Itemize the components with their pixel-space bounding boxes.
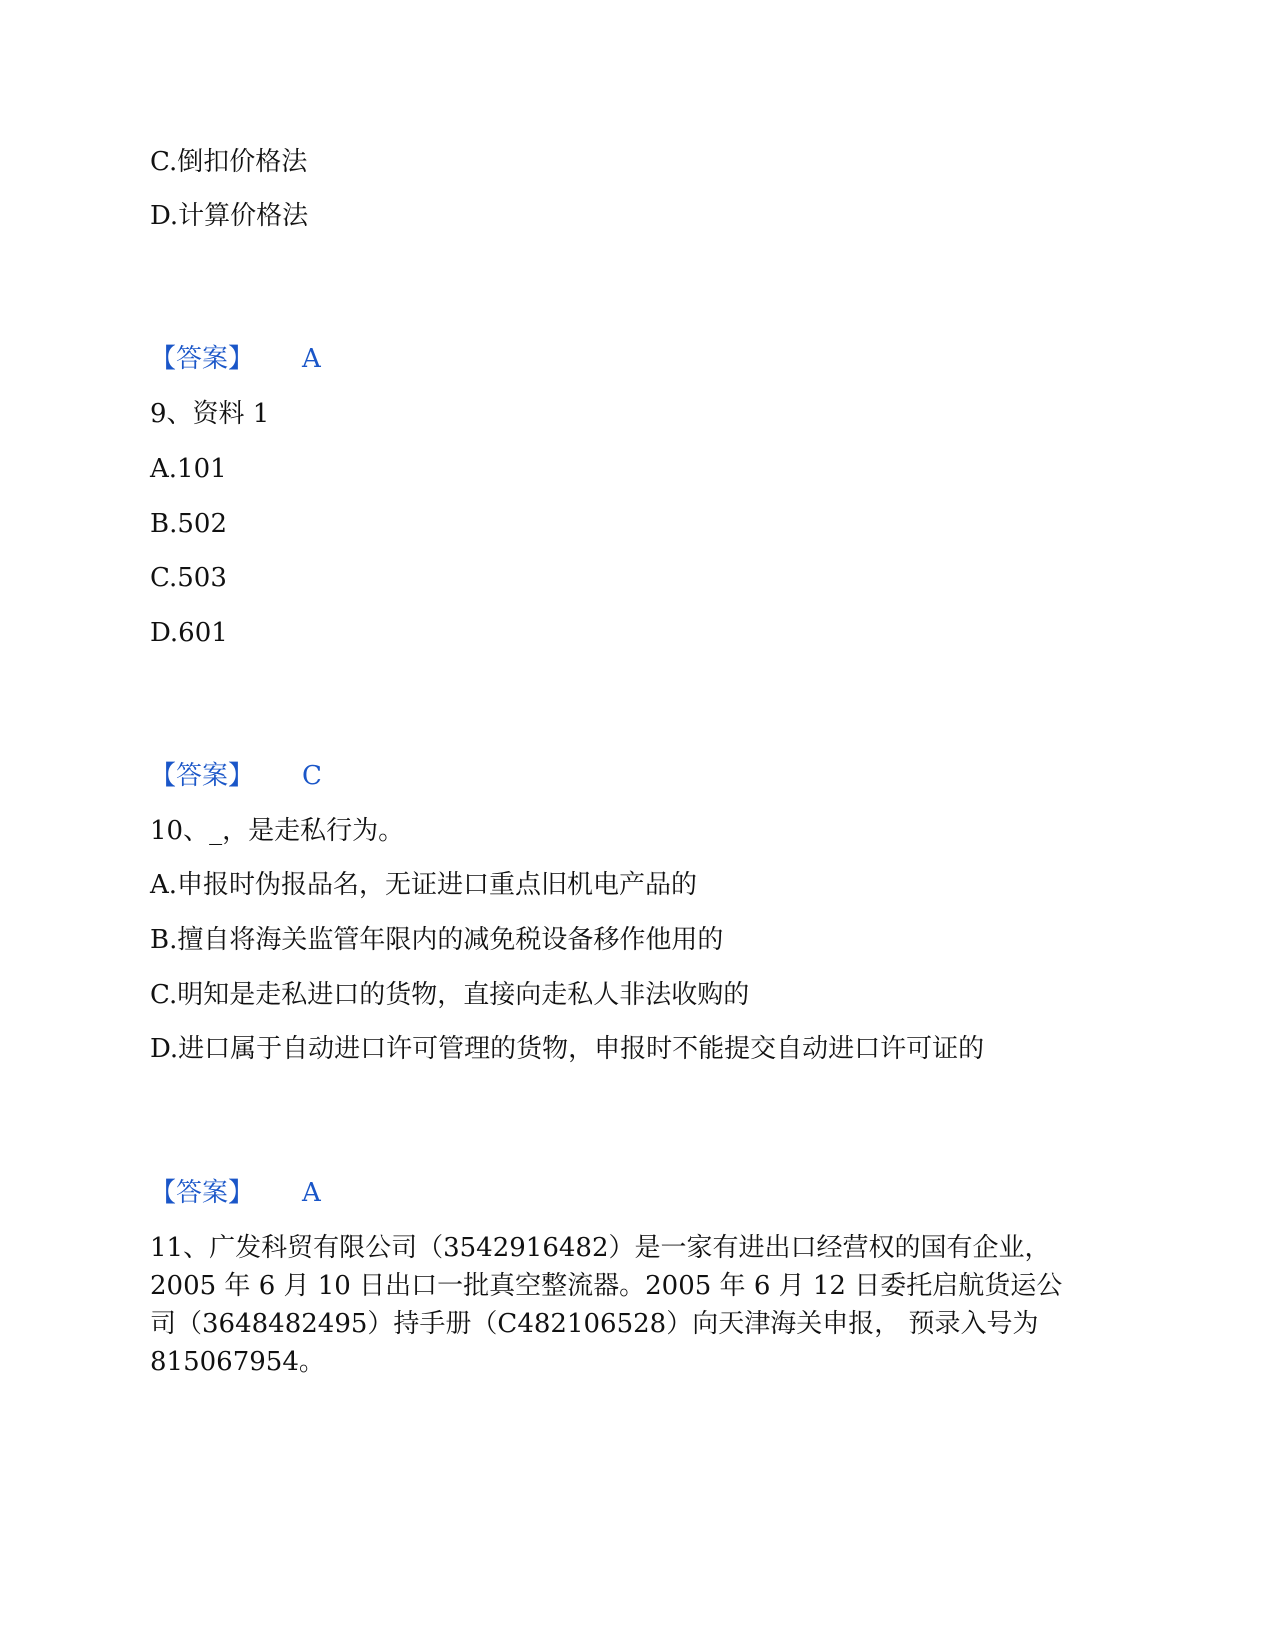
answer-row xyxy=(150,761,322,791)
answer-value: C xyxy=(302,761,322,791)
option-c: C.倒扣价格法 xyxy=(150,147,308,177)
question-11 xyxy=(150,1229,1110,1381)
answer-label: 【答案】 xyxy=(150,761,255,791)
option-a: A.申报时伪报品名，无证进口重点旧机电产品的 xyxy=(150,870,698,900)
option-b: B.擅自将海关监管年限内的减免税设备移作他用的 xyxy=(150,925,724,955)
option-d: D.计算价格法 xyxy=(150,201,309,231)
answer-label: 【答案】 xyxy=(150,1178,255,1208)
option-b: B.502 xyxy=(150,509,227,539)
option-c: C.503 xyxy=(150,563,227,593)
paragraph-line: 815067954。 xyxy=(150,1347,325,1377)
option-d: D.进口属于自动进口许可管理的货物，申报时不能提交自动进口许可证的 xyxy=(150,1034,985,1064)
answer-value: A xyxy=(302,344,321,374)
answer-row xyxy=(150,1178,321,1208)
question-9: 9、资料 1 xyxy=(150,399,270,429)
answer-row xyxy=(150,344,321,374)
answer-label: 【答案】 xyxy=(150,344,255,374)
answer-value: A xyxy=(302,1178,321,1208)
paragraph-line: 11、广发科贸有限公司（3542916482）是一家有进出口经营权的国有企业， xyxy=(150,1233,1051,1263)
paragraph-line: 2005 年 6 月 10 日出口一批真空整流器。2005 年 6 月 12 日委托启航货运公 xyxy=(150,1271,1063,1301)
option-c: C.明知是走私进口的货物，直接向走私人非法收购的 xyxy=(150,980,750,1010)
option-d: D.601 xyxy=(150,618,228,648)
paragraph-line: 司（3648482495）持手册（C482106528）向天津海关申报， 预录入号为 xyxy=(150,1309,1039,1339)
question-10: 10、_，是走私行为。 xyxy=(150,816,405,846)
option-a: A.101 xyxy=(150,454,227,484)
